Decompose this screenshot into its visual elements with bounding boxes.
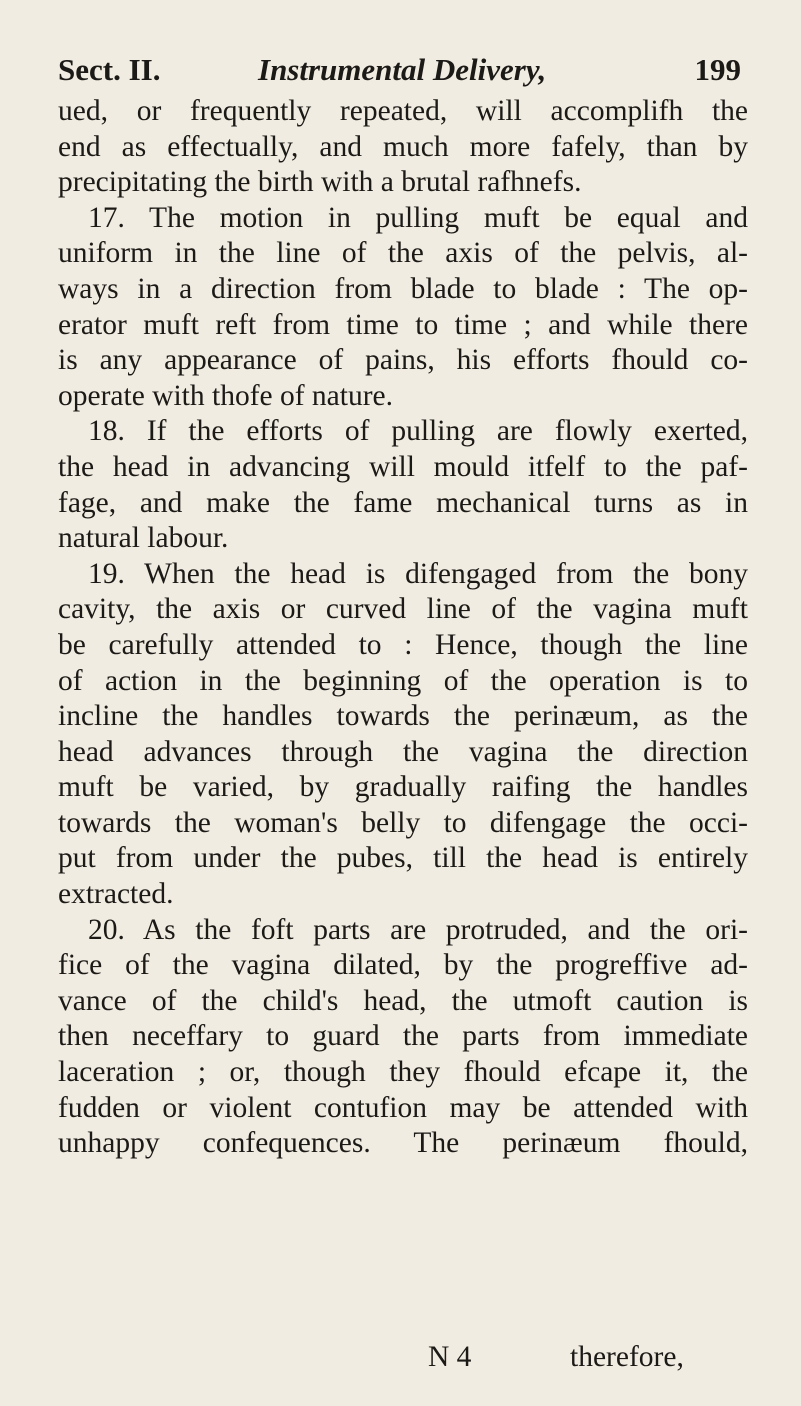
text-line: fage, and make the fame mechanical turns as in xyxy=(58,486,748,519)
text-line: operate with thofe of nature. xyxy=(58,379,394,412)
catchword: therefore, xyxy=(570,1341,684,1373)
text-line: uniform in the line of the axis of the pelvis, al- xyxy=(58,237,748,270)
text-line: ued, or frequently repeated, will accomplifh the xyxy=(58,95,748,127)
text-line: ways in a direction from blade to blade : The op- xyxy=(58,272,748,305)
text-line: cavity, the axis or curved line of the vagina muft xyxy=(58,593,748,626)
body-text xyxy=(58,94,748,1162)
text-line: extracted. xyxy=(58,878,174,911)
text-line: towards the woman's belly to difengage the occi- xyxy=(58,806,748,839)
text-line: head advances through the vagina the direction xyxy=(58,735,748,768)
text-line: be carefully attended to : Hence, though the line xyxy=(58,628,748,661)
text-line: 17. The motion in pulling muft be equal and xyxy=(88,201,748,234)
running-title: Instrumental Delivery, xyxy=(258,52,547,87)
page-number: 199 xyxy=(694,52,741,87)
text-line: the head in advancing will mould itfelf to the paf- xyxy=(58,450,748,483)
text-line: fice of the vagina dilated, by the progreffive ad- xyxy=(58,949,748,982)
text-line: incline the handles towards the perinæum, as the xyxy=(58,700,748,733)
text-line: of action in the beginning of the operation is to xyxy=(58,664,748,697)
text-line: laceration ; or, though they fhould efcape it, the xyxy=(58,1056,748,1089)
text-line: end as effectually, and much more fafely, than by xyxy=(58,130,748,163)
text-line: put from under the pubes, till the head is entirely xyxy=(58,842,748,875)
text-line: 18. If the efforts of pulling are flowly exerted, xyxy=(88,415,748,448)
text-line: then neceffary to guard the parts from immediate xyxy=(58,1020,748,1053)
running-header xyxy=(58,52,741,96)
signature-mark: N 4 xyxy=(428,1341,472,1373)
text-line: muft be varied, by gradually raifing the handles xyxy=(58,771,748,804)
text-line: 20. As the foft parts are protruded, and the ori- xyxy=(88,913,748,946)
section-label: Sect. II. xyxy=(58,52,161,87)
text-line: is any appearance of pains, his efforts fhould co- xyxy=(58,344,748,377)
text-line: natural labour. xyxy=(58,522,229,555)
text-line: unhappy confequences. The perinæum fhould, xyxy=(58,1127,748,1160)
page-footer xyxy=(0,1341,801,1381)
text-line: vance of the child's head, the utmoft caution is xyxy=(58,984,748,1017)
text-line: fudden or violent contufion may be attended with xyxy=(58,1091,748,1124)
text-line: precipitating the birth with a brutal rafhnefs. xyxy=(58,166,582,199)
text-line: erator muft reft from time to time ; and while there xyxy=(58,308,748,341)
text-line: 19. When the head is difengaged from the bony xyxy=(88,557,748,590)
